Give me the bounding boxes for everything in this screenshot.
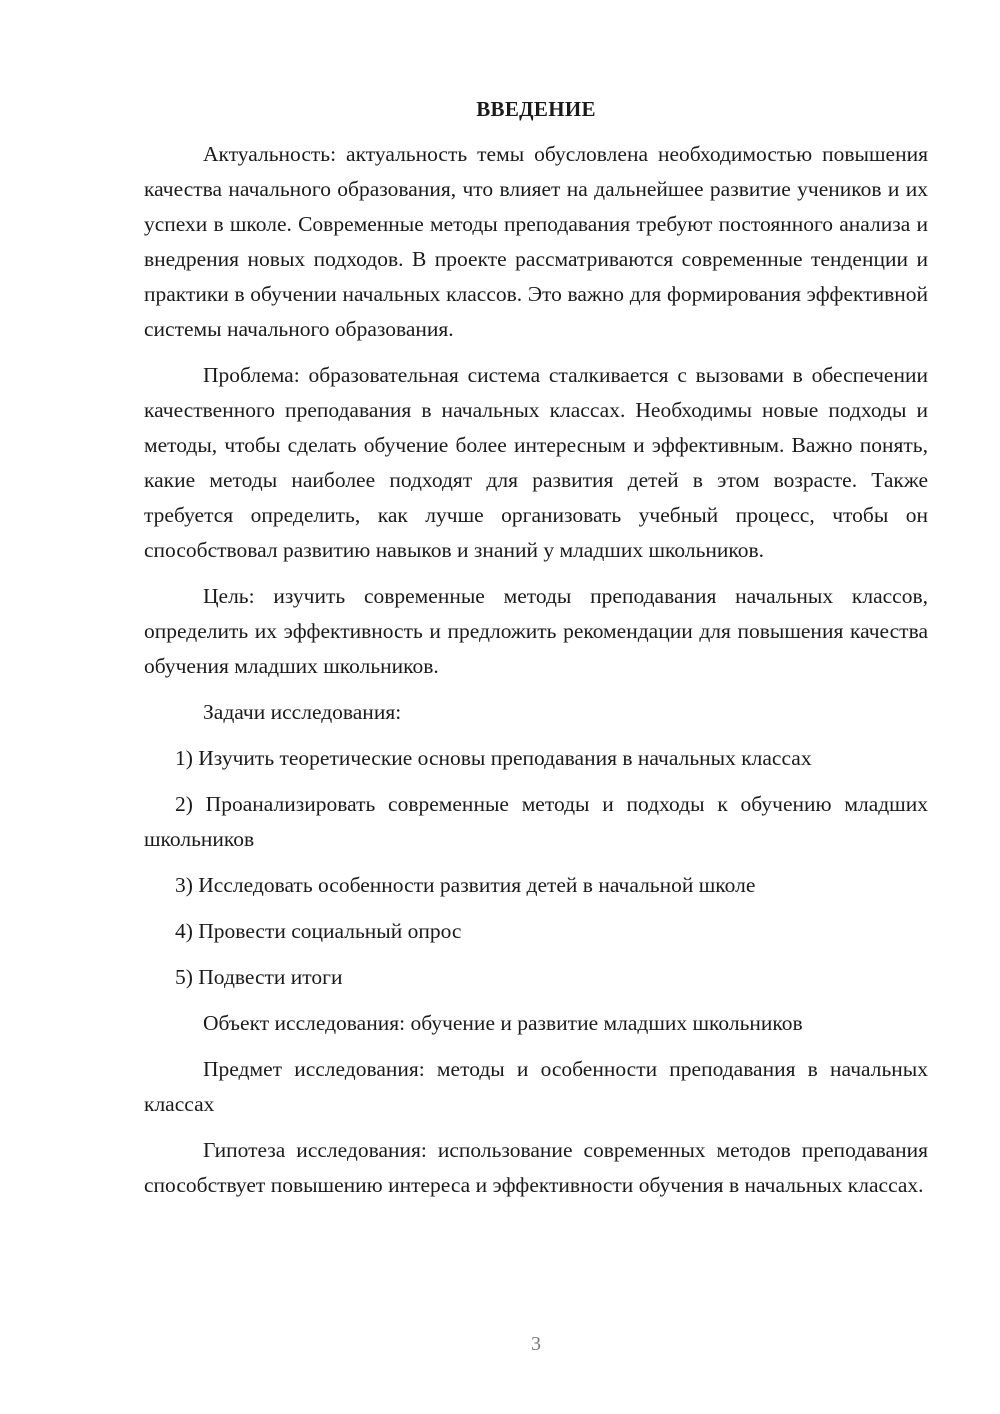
paragraph-goal: Цель: изучить современные методы преподавания начальных классов, определить их эффективность и предложить рекомендации для повышения качества обучения младших школьников. [144, 584, 928, 678]
paragraph-subject: Предмет исследования: методы и особенности преподавания в начальных классах [144, 1057, 928, 1116]
paragraph-problem: Проблема: образовательная система сталкивается с вызовами в обеспечении качественного преподавания в начальных классах. Необходимы новые подходы и методы, чтобы сделать обучение более интересным и эффективным. Важно понять, какие методы наиболее подходят для развития детей в этом возрасте. Также требуется определить, как лучше организовать учебный процесс, чтобы он способствовал развитию навыков и знаний у младших школьников. [144, 363, 928, 562]
list-item-task-2: 2) Проанализировать современные методы и подходы к обучению младших школьников [144, 792, 928, 851]
list-item-task-4: 4) Провести социальный опрос [175, 919, 462, 943]
document-page [144, 92, 928, 1203]
list-item-task-1: 1) Изучить теоретические основы преподавания в начальных классах [175, 746, 812, 770]
paragraph-hypothesis: Гипотеза исследования: использование современных методов преподавания способствует повышению интереса и эффективности обучения в начальных классах. [144, 1138, 928, 1197]
paragraph-object: Объект исследования: обучение и развитие младших школьников [203, 1011, 803, 1035]
page-title: ВВЕДЕНИЕ [476, 97, 596, 121]
list-item-task-3: 3) Исследовать особенности развития детей в начальной школе [175, 873, 756, 897]
paragraph-relevance: Актуальность: актуальность темы обусловлена необходимостью повышения качества начального образования, что влияет на дальнейшее развитие учеников и их успехи в школе. Современные методы преподавания требуют постоянного анализа и внедрения новых подходов. В проекте рассматриваются современные тенденции и практики в обучении начальных классов. Это важно для формирования эффективной системы начального образования. [144, 142, 928, 341]
page-number: 3 [531, 1333, 541, 1355]
tasks-heading: Задачи исследования: [203, 700, 402, 724]
list-item-task-5: 5) Подвести итоги [175, 965, 343, 989]
